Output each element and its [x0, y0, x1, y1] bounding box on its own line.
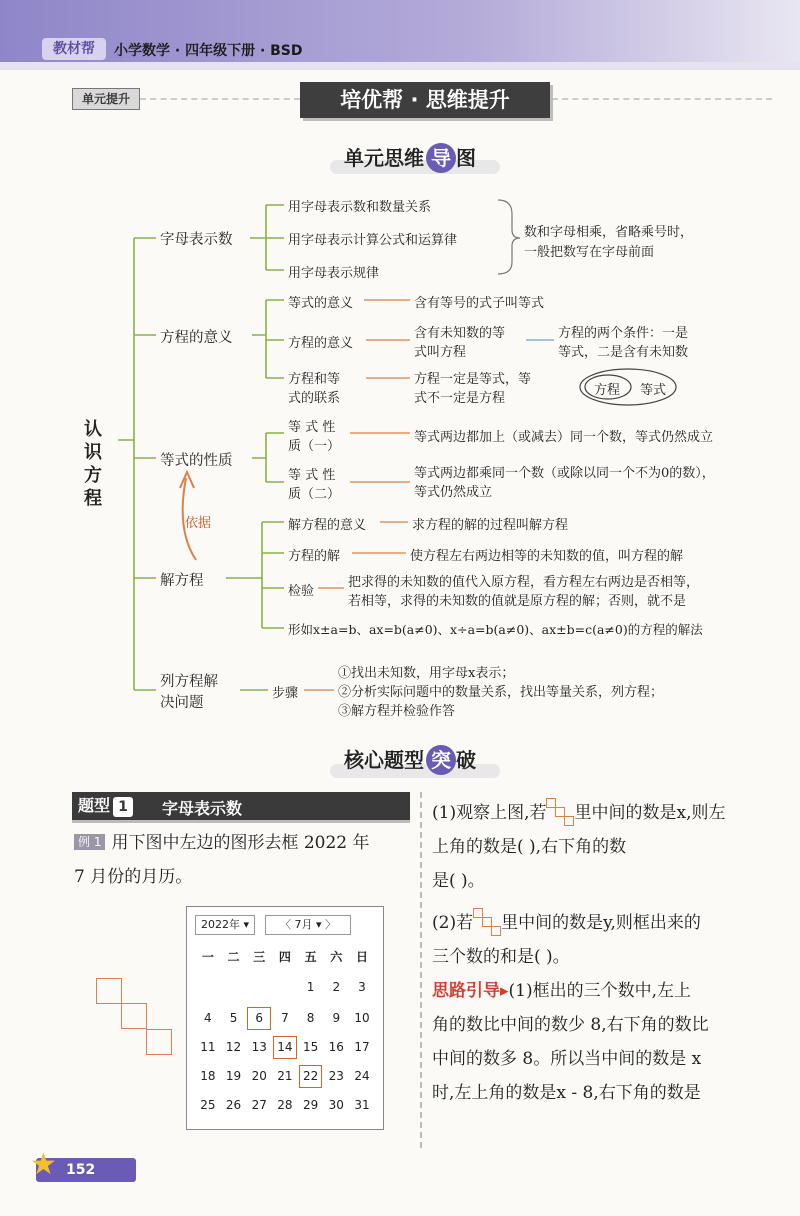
leaf: 方程的意义 [288, 336, 354, 351]
week-row [195, 1093, 375, 1118]
day-cell: 24 [354, 1069, 370, 1083]
title-circle-char: 突 [426, 745, 456, 775]
frame-shape-icon [546, 796, 574, 824]
example-line-2: 7 月份的月历。 [74, 867, 193, 887]
day-cell: 16 [328, 1040, 344, 1054]
example-tag: 例 1 [74, 834, 105, 850]
note: 若相等，求得的未知数的值就是原方程的解；否则，就不是 [348, 594, 687, 609]
example-line [74, 826, 414, 860]
day-cell: 26 [225, 1098, 242, 1112]
branch-word-problems-2: 决问题 [160, 695, 204, 711]
weekday-cell: 六 [330, 950, 343, 964]
day-cell [195, 975, 221, 1000]
leaf: 式的联系 [288, 391, 341, 406]
day-cell-framed: 22 [298, 1064, 324, 1089]
day-cell: 3 [358, 980, 366, 994]
day-cell: 9 [332, 1011, 341, 1025]
section-title-text: 单元思维 [344, 146, 424, 170]
hint-arrow-icon: ▸ [500, 981, 509, 1001]
month-select[interactable]: 〈 7月 ▾ 〉 [265, 915, 351, 935]
branch-letter-number: 字母表示数 [160, 232, 233, 248]
note: 把求得的未知数的值代入原方程，看方程左右两边是否相等， [348, 575, 700, 590]
day-cell: 10 [354, 1011, 370, 1025]
branch-equation-properties: 等式的性质 [160, 453, 233, 469]
note: 式不一定是方程 [414, 391, 506, 406]
step: ①找出未知数，用字母x表示； [338, 666, 515, 681]
day-cell: 11 [200, 1040, 216, 1054]
note: 方程的两个条件：一是 [558, 326, 689, 341]
frame-shape-icon [473, 906, 501, 934]
type-bar-stripe [72, 820, 410, 823]
leaf: 质（一） [288, 439, 341, 454]
hint-label: 思路引导 [432, 981, 500, 1001]
note: 等式，二是含有未知数 [558, 345, 689, 360]
day-cell: 29 [302, 1098, 319, 1112]
section-title-text: 核心题型 [344, 748, 424, 772]
section-title-char: 破 [456, 748, 476, 772]
type-label [78, 794, 136, 818]
hint-1: (1)框出的三个数中,左上 [508, 981, 692, 1001]
leaf: 形如x±a=b、ax=b(a≠0)、x÷a=b(a≠0)、ax±b=c(a≠0)的方程的解法 [288, 622, 703, 637]
page-number-badge: 152 [36, 1158, 136, 1182]
note: 一般把数写在字母前面 [524, 245, 655, 260]
day-cell: 18 [200, 1069, 216, 1083]
hint-4: 时,左上角的数是x - 8,右下角的数是 [432, 1083, 701, 1103]
weekday-cell: 三 [253, 950, 266, 964]
note: 等式两边都加上（或减去）同一个数，等式仍然成立 [414, 430, 714, 445]
day-cell: 31 [354, 1098, 370, 1112]
week-row [195, 1006, 375, 1031]
q1-text-c: 上角的数是( ),右下角的数 [432, 837, 627, 857]
type-label-text: 题型 [78, 796, 111, 815]
day-cell: 13 [251, 1040, 267, 1054]
note: 含有等号的式子叫等式 [414, 296, 545, 311]
q2-text-b: 里中间的数是y,则框出来的 [501, 913, 701, 933]
q1-text-d: 是( )。 [432, 871, 485, 891]
day-cell: 4 [204, 1011, 212, 1025]
leaf: 等 式 性 [288, 468, 336, 483]
day-cell: 2 [332, 980, 341, 994]
weekday-row [195, 945, 375, 970]
day-cell: 5 [229, 1011, 238, 1025]
day-cell: 8 [306, 1011, 315, 1025]
branch-equation-meaning: 方程的意义 [160, 330, 233, 346]
day-cell: 12 [225, 1040, 242, 1054]
weekday-cell: 五 [304, 950, 317, 964]
step: ②分析实际问题中的数量关系，找出等量关系，列方程； [338, 685, 664, 700]
questions-block [432, 796, 778, 1110]
day-cell: 27 [251, 1098, 267, 1112]
leaf: 用字母表示规律 [288, 266, 380, 281]
note: 式叫方程 [414, 345, 467, 360]
day-cell [272, 975, 298, 1000]
day-cell: 20 [251, 1069, 267, 1083]
branch-word-problems: 列方程解 [160, 674, 218, 690]
spacer [432, 898, 778, 906]
leaf: 用字母表示计算公式和运算律 [288, 233, 458, 248]
leaf: 用字母表示数和数量关系 [288, 200, 432, 215]
leaf: 解方程的意义 [288, 518, 367, 533]
day-cell: 17 [354, 1040, 370, 1054]
day-cell: 1 [306, 980, 315, 994]
star-icon: ★ [30, 1147, 57, 1182]
day-cell-framed: 14 [272, 1035, 298, 1060]
day-cell: 15 [302, 1040, 319, 1054]
hint-line [432, 974, 778, 1008]
question-2-line [432, 906, 778, 940]
frame-square [96, 978, 122, 1004]
leaf: 步骤 [272, 686, 299, 701]
mindmap-root: 认识方程 [84, 419, 102, 509]
day-cell: 23 [328, 1069, 344, 1083]
type-title: 字母表示数 [162, 799, 243, 818]
day-cell: 28 [277, 1098, 293, 1112]
note: 含有未知数的等 [414, 326, 506, 341]
section-title-char: 图 [456, 146, 476, 170]
leaf: 质（二） [288, 487, 341, 502]
note: 等式两边都乘同一个数（或除以同一个不为0的数）， [414, 466, 715, 481]
note: 数和字母相乘，省略乘号时， [524, 225, 694, 240]
type-number-badge: 1 [113, 797, 133, 817]
day-cell-framed: 6 [246, 1006, 272, 1031]
venn-inner-label: 方程 [594, 383, 621, 398]
leaf: 方程的解 [288, 549, 341, 564]
day-cell: 19 [225, 1069, 242, 1083]
note: 求方程的解的过程叫解方程 [412, 518, 569, 533]
leaf: 等 式 性 [288, 420, 336, 435]
frame-square [121, 1003, 147, 1029]
calendar-widget [186, 906, 384, 1130]
weekday-cell: 四 [278, 950, 291, 964]
weekday-cell: 日 [355, 950, 368, 964]
core-section-title [344, 744, 476, 775]
weekday-cell: 二 [227, 950, 240, 964]
q1-text-b: 里中间的数是x,则左 [574, 803, 726, 823]
relation-label: 依据 [185, 516, 212, 531]
day-cell: 7 [281, 1011, 289, 1025]
title-circle-char: 导 [426, 143, 456, 173]
day-cell: 21 [277, 1069, 293, 1083]
example-line-1: 用下图中左边的图形去框 2022 年 [111, 833, 370, 853]
day-cell: 25 [200, 1098, 216, 1112]
q2-text-c: 三个数的和是( )。 [432, 947, 570, 967]
day-cell [221, 975, 247, 1000]
unit-tag: 单元提升 [72, 88, 140, 110]
example-text [74, 826, 414, 894]
step: ③解方程并检验作答 [338, 704, 456, 719]
day-cell: 30 [328, 1098, 344, 1112]
venn-outer-label: 等式 [640, 383, 667, 398]
hint-3: 中间的数多 8。所以当中间的数是 x [432, 1049, 702, 1069]
brand-logo: 教材帮 [42, 38, 106, 60]
leaf: 检验 [288, 584, 315, 599]
note: 使方程左右两边相等的未知数的值，叫方程的解 [410, 549, 684, 564]
weekday-cell: 一 [201, 950, 214, 964]
note: 等式仍然成立 [414, 485, 493, 500]
week-row [195, 1035, 375, 1060]
note: 方程一定是等式，等 [414, 372, 532, 387]
week-row [195, 975, 375, 1000]
hint-2: 角的数比中间的数少 8,右下角的数比 [432, 1015, 709, 1035]
frame-square [146, 1029, 172, 1055]
week-row [195, 1064, 375, 1089]
q2-text-a: (2)若 [432, 913, 474, 933]
q1-text-a: (1)观察上图,若 [432, 803, 547, 823]
question-1-line [432, 796, 778, 830]
banner-title: 培优帮 · 思维提升 [300, 82, 550, 118]
book-title: 小学数学 · 四年级下册 · BSD [114, 43, 303, 59]
leaf: 等式的意义 [288, 296, 354, 311]
leaf: 方程和等 [288, 372, 341, 387]
column-divider [420, 792, 422, 1148]
year-select[interactable]: 2022年 ▾ [195, 915, 255, 935]
day-cell [246, 975, 272, 1000]
branch-solve-equation: 解方程 [160, 573, 204, 589]
